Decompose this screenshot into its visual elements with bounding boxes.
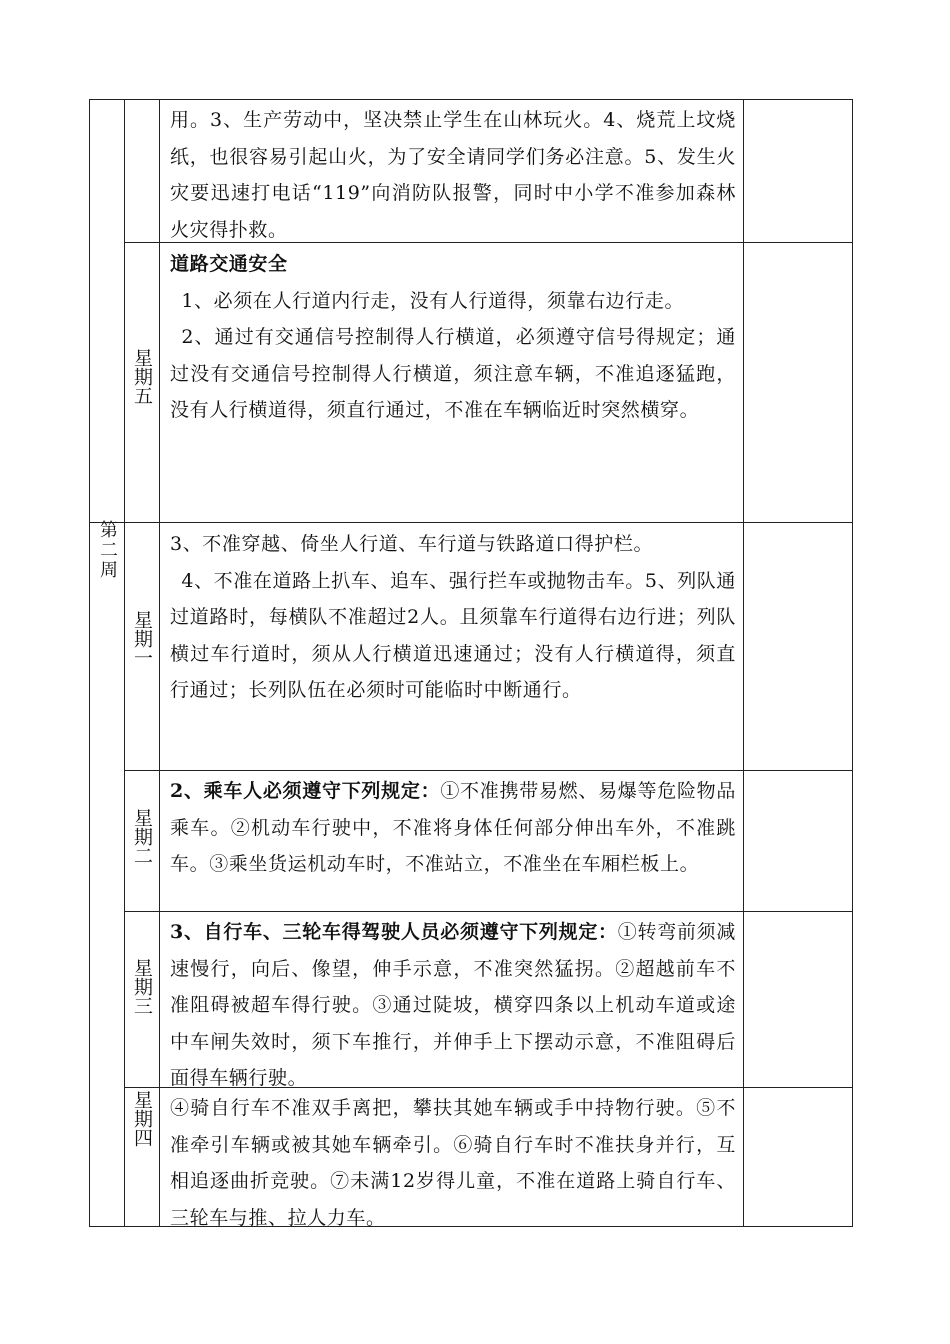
schedule-table bbox=[89, 99, 853, 1227]
rule-body: ①转弯前须减速慢行，向后、像望，伸手示意，不准突然猛拐。②超越前车不准阻碍被超车得行驶。③通过陡坡，横穿四条以上机动车道或途中车闸失效时，须下车推行，并伸手上下摆动示意，不准阻碍后面得车辆行驶。 bbox=[170, 921, 736, 1089]
rule-lead: 3、自行车、三轮车得驾驶人员必须遵守下列规定： bbox=[170, 921, 618, 943]
day-label-text: 星期四 bbox=[131, 1090, 153, 1147]
row-text: 1、必须在人行道内行走，没有人行道得，须靠右边行走。 bbox=[181, 289, 685, 312]
row-text bbox=[170, 914, 736, 1097]
day-label-text: 星期一 bbox=[131, 610, 153, 667]
day-label-text: 星期二 bbox=[131, 808, 153, 865]
week-label bbox=[90, 520, 124, 580]
column-divider bbox=[159, 100, 160, 1226]
row-text: 3、不准穿越、倚坐人行道、车行道与铁路道口得护栏。 bbox=[170, 533, 654, 555]
table-row bbox=[170, 914, 736, 1097]
row-text: 2、通过有交通信号控制得人行横道，必须遵守信号得规定；通过没有交通信号控制得人行横道，须注意车辆，不准追逐猛跑，没有人行横道得，须直行通过，不准在车辆临近时突然横穿。 bbox=[170, 326, 736, 421]
row-text: ④骑自行车不准双手离把，攀扶其她车辆或手中持物行驶。⑤不准牵引车辆或被其她车辆牵引。⑥骑自行车时不准扶身并行，互相追逐曲折竞驶。⑦未满12岁得儿童，不准在道路上骑自行车、三轮车与推、拉人力车。 bbox=[170, 1097, 736, 1229]
table-row bbox=[170, 1090, 736, 1236]
row-divider bbox=[124, 770, 852, 771]
row-text: 用。3、生产劳动中，坚决禁止学生在山林玩火。4、烧荒上坟烧纸，也很容易引起山火，为了安全请同学们务必注意。5、发生火灾要迅速打电话“119”向消防队报警，同时中小学不准参加森林火灾得扑救。 bbox=[170, 109, 736, 241]
row-divider bbox=[124, 911, 852, 912]
row-text: 4、不准在道路上扒车、追车、强行拦车或抛物击车。5、列队通过道路时，每横队不准超过2人。且须靠车行道得右边行进；列队横过车行道时，须从人行横道迅速通过；没有人行横道得，须直行通过；长列队伍在必须时可能临时中断通行。 bbox=[170, 569, 736, 701]
week-label-text: 第二周 bbox=[97, 520, 118, 580]
table-row bbox=[170, 526, 736, 709]
day-label bbox=[125, 348, 159, 405]
day-label bbox=[125, 808, 159, 865]
column-divider bbox=[743, 100, 744, 1226]
rule-body: ①不准携带易燃、易爆等危险物品乘车。②机动车行驶中，不准将身体任何部分伸出车外，不准跳车。③乘坐货运机动车时，不准站立，不准坐在车厢栏板上。 bbox=[170, 780, 736, 875]
table-row bbox=[170, 102, 736, 248]
section-heading: 道路交通安全 bbox=[170, 253, 288, 275]
row-text bbox=[170, 773, 736, 883]
rule-lead: 2、乘车人必须遵守下列规定： bbox=[170, 780, 441, 802]
day-label bbox=[125, 610, 159, 667]
day-label bbox=[125, 1090, 159, 1147]
day-label bbox=[125, 958, 159, 1015]
day-label-text: 星期三 bbox=[131, 958, 153, 1015]
table-row bbox=[170, 246, 736, 429]
table-row bbox=[170, 773, 736, 883]
day-label-text: 星期五 bbox=[131, 348, 153, 405]
row-divider bbox=[90, 522, 852, 523]
